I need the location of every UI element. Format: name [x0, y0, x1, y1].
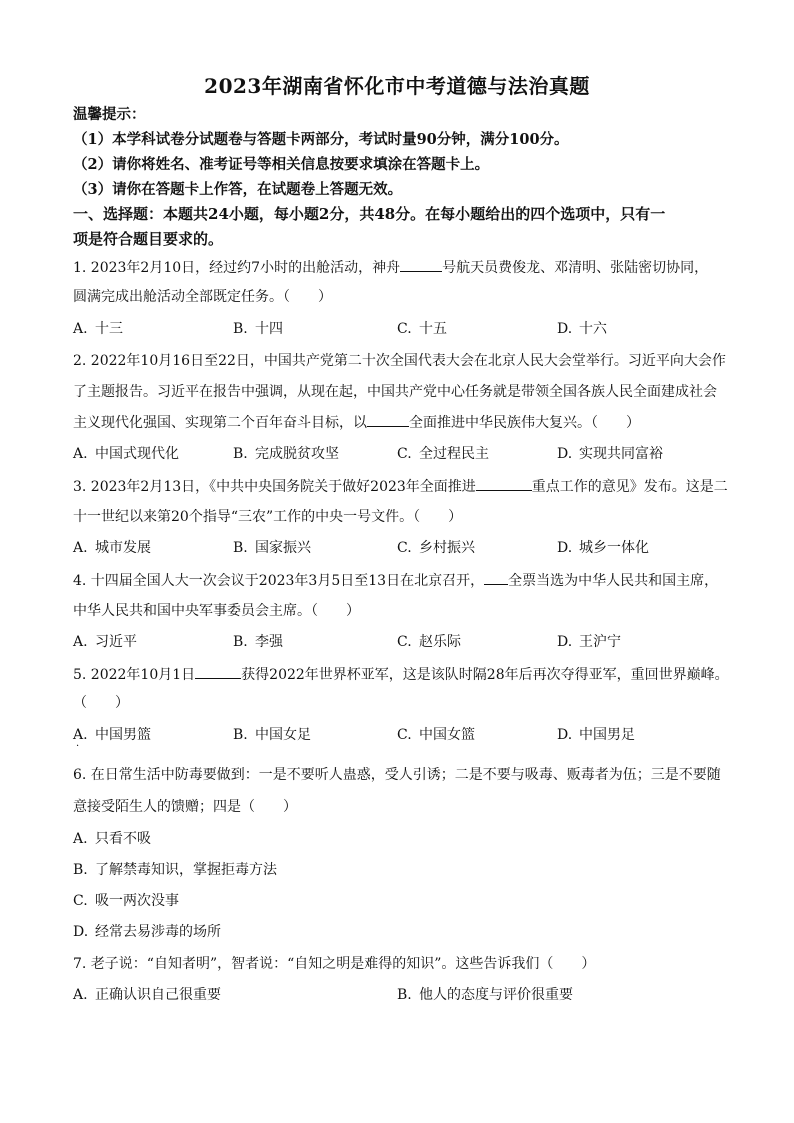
question-3-option-a: A. 城市发展 [73, 540, 151, 556]
question-6-line2: 意接受陌生人的馈赠；四是（ ） [73, 799, 297, 815]
question-4-line1 [73, 570, 733, 591]
question-6-option-c: C. 吸一两次没事 [73, 893, 179, 909]
page-title: 2023年湖南省怀化市中考道德与法治真题 [204, 74, 590, 98]
question-2-line2: 了主题报告。习近平在报告中强调，从现在起，中国共产党中心任务就是带领全国各族人民全面建成社会 [73, 384, 717, 400]
question-1-option-a: A. 十三 [73, 321, 123, 337]
question-4-option-b: B. 李强 [233, 634, 283, 650]
question-1-option-c: C. 十五 [397, 321, 447, 337]
question-4-line2: 中华人民共和国中央军事委员会主席。（ ） [73, 603, 360, 619]
question-6-option-b: B. 了解禁毒知识，掌握拒毒方法 [73, 862, 277, 878]
answer-blank [476, 476, 532, 491]
question-5-line2: （ ） [73, 695, 129, 711]
question-2-text-b: 全面推进中华民族伟大复兴。（ ） [409, 415, 640, 431]
question-4-option-a: A. 习近平 [73, 634, 137, 650]
question-5-option-d: D. 中国男足 [557, 727, 635, 743]
question-1-line1 [73, 257, 733, 278]
question-6-option-d: D. 经常去易涉毒的场所 [73, 924, 221, 940]
question-3-text-b: 重点工作的意见》发布。这是二 [531, 479, 728, 495]
question-4-text-a: 4. 十四届全国人大一次会议于2023年3月5日至13日在北京召开， [73, 573, 485, 589]
answer-blank [367, 412, 409, 427]
question-2-option-d: D. 实现共同富裕 [557, 446, 663, 462]
section-heading-line1: 一、选择题：本题共24小题，每小题2分，共48分。在每小题给出的四个选项中，只有一 [73, 205, 666, 223]
question-4-text-b: 全票当选为中华人民共和国主席， [508, 573, 719, 589]
question-5-option-b: B. 中国女足 [233, 727, 311, 743]
question-1-line2: 圆满完成出舱活动全部既定任务。（ ） [73, 289, 332, 305]
tips-heading: 温馨提示： [73, 106, 146, 123]
question-3-text-a: 3. 2023年2月13日，《中共中央国务院关于做好2023年全面推进 [73, 479, 476, 495]
question-3-option-d: D. 城乡一体化 [557, 540, 649, 556]
question-6-line1: 6. 在日常生活中防毒要做到：一是不要听人蛊惑，受人引诱；二是不要与吸毒、贩毒者为伍；三是不要随 [73, 767, 721, 783]
question-7-option-a: A. 正确认识自己很重要 [73, 987, 221, 1003]
question-6-option-a: A. 只看不吸 [73, 831, 151, 847]
question-4-option-c: C. 赵乐际 [397, 634, 461, 650]
question-1-text-a: 1. 2023年2月10日，经过约7小时的出舱活动，神舟 [73, 260, 401, 276]
tip-3: （3）请你在答题卡上作答，在试题卷上答题无效。 [73, 181, 403, 198]
question-2-option-a: A. 中国式现代化 [73, 446, 179, 462]
answer-blank [400, 257, 442, 272]
question-7-line1: 7. 老子说：“自知者明”，智者说：“自知之明是难得的知识”。这些告诉我们（ ） [73, 956, 596, 972]
answer-blank [195, 664, 241, 679]
question-5-line1 [73, 664, 733, 685]
question-5-option-c: C. 中国女篮 [397, 727, 475, 743]
question-1-option-d: D. 十六 [557, 321, 607, 337]
tip-1: （1）本学科试卷分试题卷与答题卡两部分，考试时量90分钟，满分100分。 [73, 131, 569, 148]
section-heading-line2: 项是符合题目要求的。 [73, 230, 224, 248]
question-5-text-a: 5. 2022年10月1日 [73, 667, 196, 683]
question-3-option-c: C. 乡村振兴 [397, 540, 475, 556]
question-4-option-d: D. 王沪宁 [557, 634, 621, 650]
question-1-option-b: B. 十四 [233, 321, 283, 337]
answer-blank [484, 570, 508, 585]
question-5-option-a: A. 中国男篮 [73, 727, 151, 743]
tip-2: （2）请你将姓名、准考证号等相关信息按要求填涂在答题卡上。 [73, 156, 490, 173]
question-2-text-a: 主义现代化强国、实现第二个百年奋斗目标，以 [73, 415, 367, 431]
question-3-line2: 十一世纪以来第20个指导“三农”工作的中央一号文件。（ ） [73, 509, 463, 525]
question-2-line1: 2. 2022年10月16日至22日，中国共产党第二十次全国代表大会在北京人民大会堂举行。习近平向大会作 [73, 353, 726, 369]
question-5-text-b: 获得2022年世界杯亚军，这是该队时隔28年后再次夺得亚军，重回世界巅峰。 [241, 667, 729, 683]
question-2-line3 [73, 412, 733, 433]
question-3-line1 [73, 476, 733, 497]
question-7-option-b: B. 他人的态度与评价很重要 [397, 987, 573, 1003]
question-2-option-c: C. 全过程民主 [397, 446, 489, 462]
question-1-text-b: 号航天员费俊龙、邓清明、张陆密切协同， [442, 260, 709, 276]
stray-mark: · [76, 741, 80, 752]
question-3-option-b: B. 国家振兴 [233, 540, 311, 556]
question-2-option-b: B. 完成脱贫攻坚 [233, 446, 339, 462]
